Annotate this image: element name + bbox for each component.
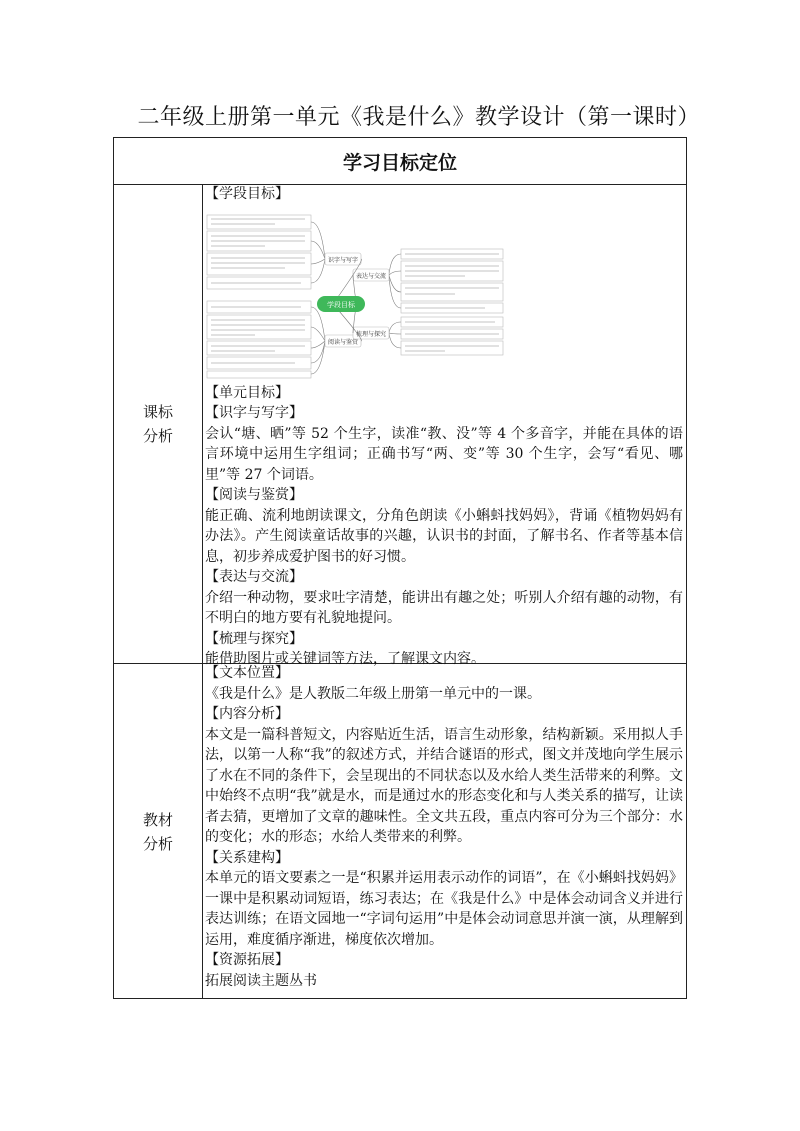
mindmap-branch-literacy-label: 识字与写字 (327, 256, 359, 264)
textbook-content (205, 663, 683, 991)
stage-goal-heading: 【学段目标】 (205, 186, 289, 202)
explore-text: 能借助图片或关键词等方法，了解课文内容。 (205, 651, 485, 667)
mindmap-right-notes (401, 249, 503, 355)
explore-heading: 【梳理与探究】 (205, 630, 303, 647)
content-text: 本文是一篇科普短文，内容贴近生活，语言生动形象，结构新颖。采用拟人手法，以第一人称“我”的叙述方式，并结合谜语的形式，图文并茂地向学生展示了水在不同的条件下，会呈现出的不同状态以及水给人类生活带来的利弊。文中始终不点明“我”就是水，而是通过水的形态变化和与人类关系的描写，让读者去猜，更增加了文章的趣味性。全文共五段，重点内容可分为三个部分：水的变化；水的形态；水给人类带来的利弊。 (205, 726, 683, 845)
unit-goal-heading: 【单元目标】 (205, 384, 289, 401)
row-label-line: 分析 (142, 426, 173, 445)
document-title: 二年级上册第一单元《我是什么》教学设计（第一课时） (137, 105, 700, 130)
mindmap-left-notes (207, 215, 311, 378)
literacy-heading: 【识字与写字】 (205, 405, 303, 421)
relation-text: 本单元的语文要素之一是“积累并运用表示动作的词语”，在《小蝌蚪找妈妈》一课中是积累动词短语，练习表达；在《我是什么》中是体会动词含义并进行表达训练；在语文园地一“字词句运用”中是体会动词意思并演一演，从理解到运用，难度循序渐进，梯度依次增加。 (205, 870, 683, 948)
relation-heading: 【关系建构】 (205, 849, 289, 866)
column-divider (202, 184, 203, 998)
position-heading: 【文本位置】 (205, 665, 289, 681)
expression-heading: 【表达与交流】 (205, 569, 303, 585)
goal-table (113, 137, 687, 999)
row-label-line: 分析 (142, 834, 173, 853)
mindmap-branch-expression-label: 表达与交流 (355, 272, 387, 280)
mindmap-branch-reading-label: 阅读与鉴赏 (327, 338, 359, 346)
reading-text: 能正确、流利地朗读课文，分角色朗读《小蝌蚪找妈妈》，背诵《植物妈妈有办法》。产生阅读童话故事的兴趣，认识书的封面，了解书名、作者等基本信息，初步养成爱护图书的好习惯。 (205, 507, 683, 565)
position-text: 《我是什么》是人教版二年级上册第一单元中的一课。 (205, 685, 541, 702)
expression-text: 介绍一种动物，要求吐字清楚，能讲出有趣之处；听别人介绍有趣的动物，有不明白的地方要有礼貌地提问。 (205, 589, 683, 626)
mindmap-branch-explore-label: 梳理与探究 (355, 330, 387, 338)
row-label-curriculum (114, 184, 202, 663)
section-header: 学习目标定位 (342, 151, 457, 174)
literacy-text: 会认“塘、晒”等 52 个生字，读准“教、没”等 4 个多音字，并能在具体的语言环境中运用生字组词；正确书写“两、变”等 30 个生字，会写“看见、哪里”等 27 个词语。 (205, 425, 683, 483)
curriculum-content (205, 184, 683, 670)
reading-heading: 【阅读与鉴赏】 (205, 487, 303, 503)
row-label-textbook (114, 663, 202, 1000)
resource-text: 拓展阅读主题丛书 (205, 972, 317, 989)
mindmap-center-label: 学段目标 (327, 300, 355, 309)
row-label-line: 课标 (142, 402, 173, 421)
content-heading: 【内容分析】 (205, 706, 289, 722)
stage-goal-mindmap (205, 209, 505, 379)
resource-heading: 【资源拓展】 (205, 952, 289, 968)
row-label-line: 教材 (142, 810, 173, 829)
